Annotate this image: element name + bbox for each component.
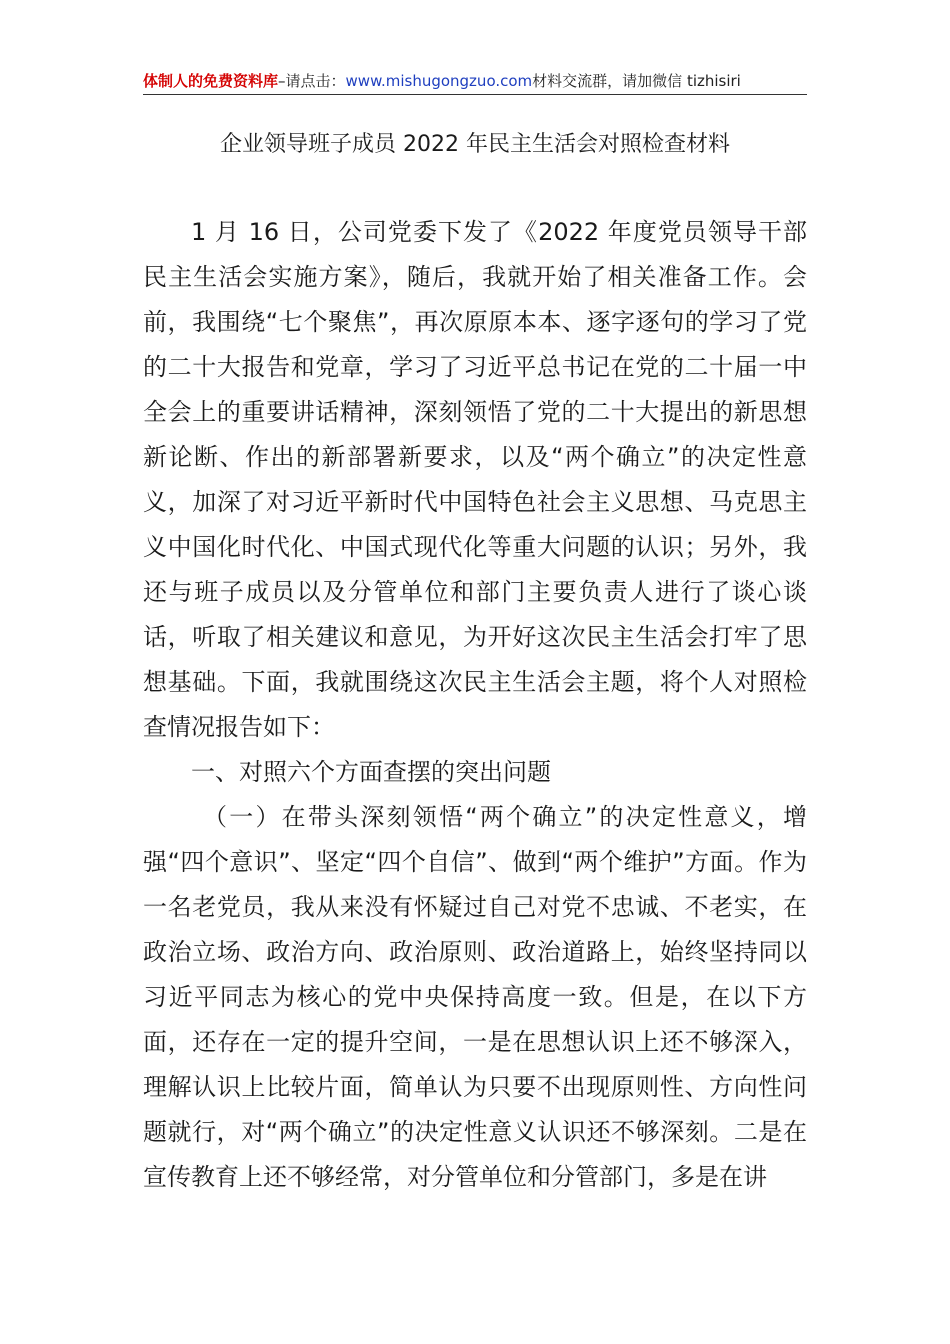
intro-paragraph: 1 月 16 日，公司党委下发了《2022 年度党员领导干部民主生活会实施方案》，随后，我就开始了相关准备工作。会前，我围绕“七个聚焦”，再次原原本本、逐字逐句的学习了党的二十大报告和党章，学习了习近平总书记在党的二十届一中全会上的重要讲话精神，深刻领悟了党的二十大提出的新思想新论断、作出的新部署新要求，以及“两个确立”的决定性意义，加深了对习近平新时代中国特色社会主义思想、马克思主义中国化时代化、中国式现代化等重大问题的认识；另外，我还与班子成员以及分管单位和部门主要负责人进行了谈心谈话，听取了相关建议和意见，为开好这次民主生活会打牢了思想基础。下面，我就围绕这次民主生活会主题，将个人对照检查情况报告如下： [143,218,807,741]
header-prompt: –请点击： [278,72,346,90]
document-body [143,210,807,1200]
document-title: 企业领导班子成员 2022 年民主生活会对照检查材料 [220,132,730,157]
subsection-paragraph-1: （一）在带头深刻领悟“两个确立”的决定性意义，增强“四个意识”、坚定“四个自信”、做到“两个维护”方面。作为一名老党员，我从来没有怀疑过自己对党不忠诚、不老实，在政治立场、政治方向、政治原则、政治道路上，始终坚持同以习近平同志为核心的党中央保持高度一致。但是，在以下方面，还存在一定的提升空间，一是在思想认识上还不够深入，理解认识上比较片面，简单认为只要不出现原则性、方向性问题就行，对“两个确立”的决定性意义认识还不够深刻。二是在宣传教育上还不够经常，对分管单位和分管部门，多是在讲 [143,803,807,1191]
section-heading-1: 一、对照六个方面查摆的突出问题 [191,758,551,786]
page-header [143,68,807,95]
header-url-link[interactable]: www.mishugongzuo.com [345,72,533,90]
header-brand: 体制人的免费资料库 [143,72,279,90]
header-note: 材料交流群，请加微信 tizhisiri [532,72,741,90]
